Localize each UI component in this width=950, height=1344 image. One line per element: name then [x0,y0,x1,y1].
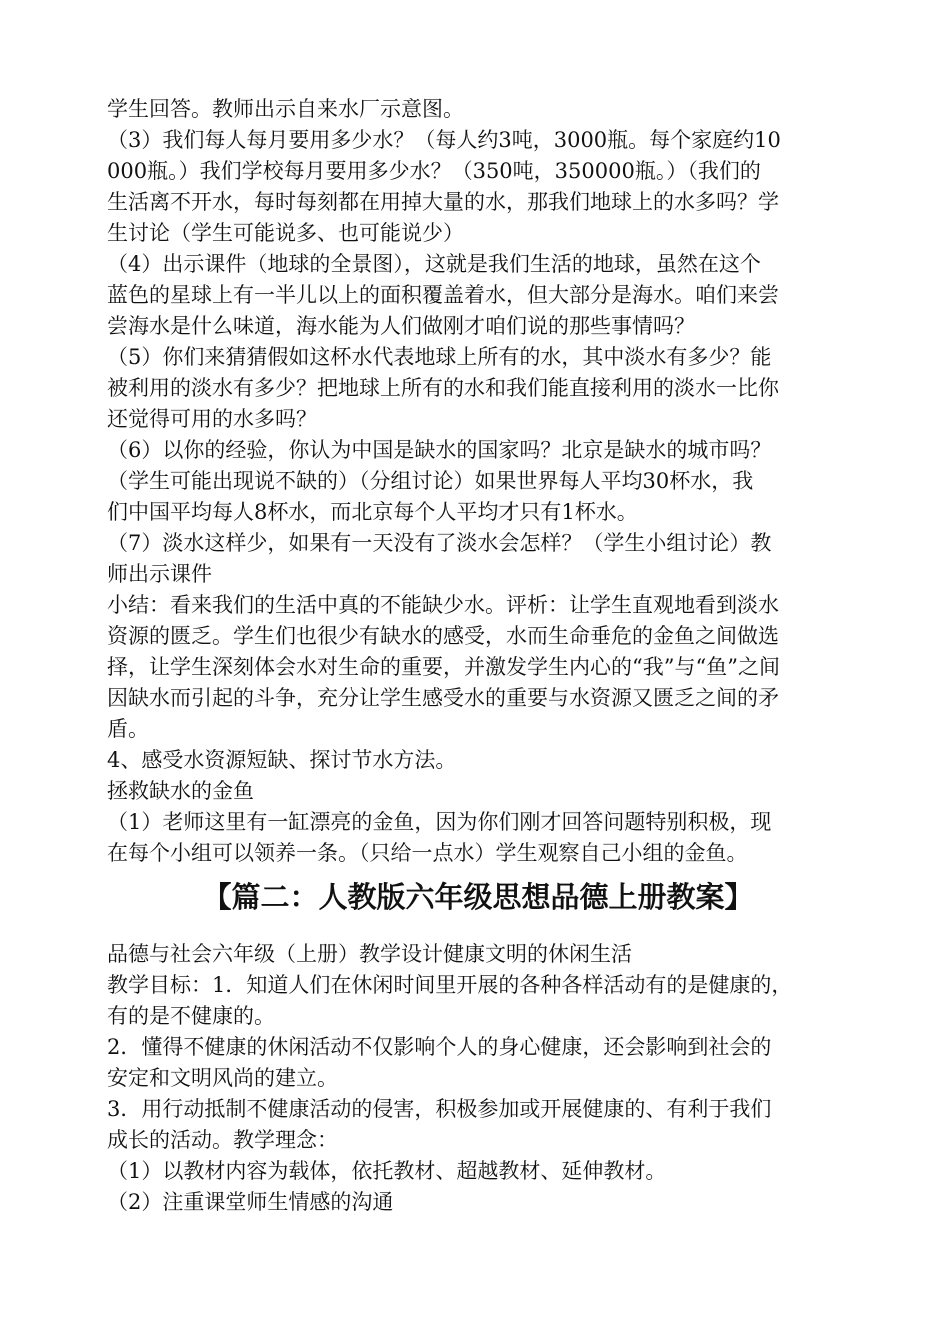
text-line: 蓝色的星球上有一半儿以上的面积覆盖着水，但大部分是海水。咱们来尝 [107,283,779,307]
text-line: 教学目标：1．知道人们在休闲时间里开展的各种各样活动有的是健康的， [107,973,793,997]
text-line: 因缺水而引起的斗争，充分让学生感受水的重要与水资源又匮乏之间的矛 [107,686,779,710]
text-line: （6）以你的经验，你认为中国是缺水的国家吗？北京是缺水的城市吗？ [107,438,772,462]
text-line: 资源的匮乏。学生们也很少有缺水的感受，水而生命垂危的金鱼之间做选 [107,624,779,648]
text-line: 师出示课件 [107,562,212,586]
text-line: （4）出示课件（地球的全景图），这就是我们生活的地球，虽然在这个 [107,252,761,276]
text-line: 生活离不开水，每时每刻都在用掉大量的水，那我们地球上的水多吗？学 [107,190,779,214]
section-one [107,94,857,869]
spacer [107,925,857,939]
text-line: （7）淡水这样少，如果有一天没有了淡水会怎样？（学生小组讨论）教 [107,531,772,555]
text-line: 生讨论（学生可能说多、也可能说少） [107,221,464,245]
text-line: （5）你们来猜猜假如这杯水代表地球上所有的水，其中淡水有多少？能 [107,345,772,369]
text-line: 拯救缺水的金鱼 [107,779,254,803]
text-line: 学生回答。教师出示自来水厂示意图。 [107,97,464,121]
text-line: 4、感受水资源短缺、探讨节水方法。 [107,748,457,772]
text-line: 小结：看来我们的生活中真的不能缺少水。评析：让学生直观地看到淡水 [107,593,779,617]
text-line: 还觉得可用的水多吗？ [107,407,317,431]
text-line: 成长的活动。教学理念： [107,1128,338,1152]
text-line: （1）以教材内容为载体，依托教材、超越教材、延伸教材。 [107,1159,667,1183]
text-line: 尝海水是什么味道，海水能为人们做刚才咱们说的那些事情吗？ [107,314,695,338]
section-two [107,939,857,1218]
text-line: 3．用行动抵制不健康活动的侵害，积极参加或开展健康的、有利于我们 [107,1097,772,1121]
document-page [107,94,857,1218]
section-heading: 【篇二：人教版六年级思想品德上册教案】 [202,880,754,914]
text-line: 盾。 [107,717,149,741]
text-line: 被利用的淡水有多少？把地球上所有的水和我们能直接利用的淡水一比你 [107,376,779,400]
text-line: （3）我们每人每月要用多少水？（每人约3吨，3000瓶。每个家庭约10 [107,128,781,152]
text-line: （学生可能出现说不缺的）（分组讨论）如果世界每人平均30杯水，我 [107,469,754,493]
text-line: 2．懂得不健康的休闲活动不仅影响个人的身心健康，还会影响到社会的 [107,1035,772,1059]
text-line: 在每个小组可以领养一条。（只给一点水）学生观察自己小组的金鱼。 [107,841,748,865]
text-line: （1）老师这里有一缸漂亮的金鱼，因为你们刚才回答问题特别积极，现 [107,810,772,834]
text-line: 们中国平均每人8杯水，而北京每个人平均才只有1杯水。 [107,500,638,524]
text-line: 000瓶。）我们学校每月要用多少水？（350吨，350000瓶。）（我们的 [107,159,761,183]
text-line: 有的是不健康的。 [107,1004,275,1028]
text-line: （2）注重课堂师生情感的沟通 [107,1190,394,1214]
text-line: 安定和文明风尚的建立。 [107,1066,338,1090]
text-line: 择，让学生深刻体会水对生命的重要，并激发学生内心的“我”与“鱼”之间 [107,655,780,679]
text-line: 品德与社会六年级（上册）教学设计健康文明的休闲生活 [107,942,632,966]
